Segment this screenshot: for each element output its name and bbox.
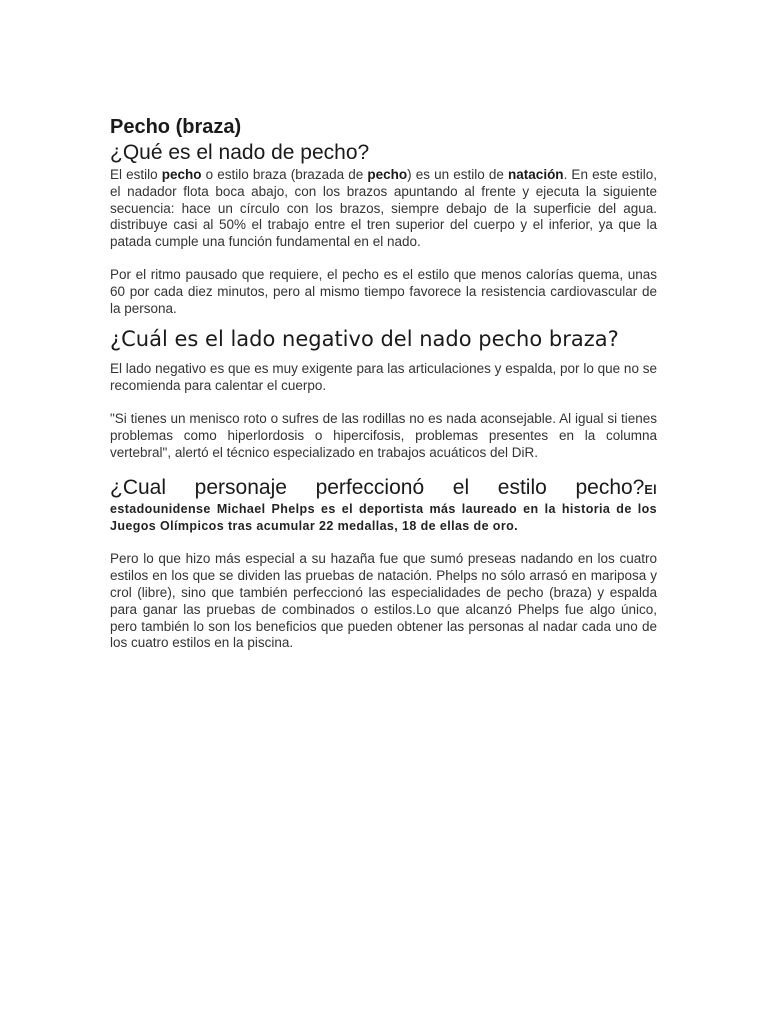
- text-span: . En este estilo, el nadador flota boca abajo, con los brazos apuntando al frente y ejecuta la siguiente secuencia: hace un círculo con los brazos, siempre debajo de la superficie del agua. distribuye casi al 50% el trabajo entre el tren superior del cuerpo y el inferior, ya que la patada cumple una función fundamental en el nado.: [110, 167, 657, 250]
- text-span: ) es un estilo de: [407, 167, 509, 182]
- bold-term: natación: [508, 167, 564, 182]
- bold-term: pecho: [161, 167, 202, 182]
- heading-personaje-text: ¿Cual personaje perfeccionó el estilo pecho?: [110, 476, 645, 500]
- text-span: El estilo: [110, 167, 162, 182]
- paragraph-cita: "Si tienes un menisco roto o sufres de las rodillas no es nada aconsejable. Al igual si tienes problemas como hiperlordosis o hipercifosis, problemas presentes en la columna vertebral", alertó el técnico especializado en trabajos acuáticos del DiR.: [110, 410, 657, 460]
- spacer: [110, 461, 657, 475]
- spacer: [110, 535, 657, 551]
- heading-que-es: ¿Qué es el nado de pecho?: [110, 141, 370, 164]
- document-title: Pecho (braza): [110, 116, 242, 138]
- spacer: [110, 395, 657, 411]
- phelps-bold-text: El estadounidense Michael Phelps es el deportista más laureado en la historia de los Juegos Olímpicos tras acumular 22 medallas, 18 de ellas de oro.: [110, 483, 657, 534]
- text-span: o estilo braza (brazada de: [201, 167, 368, 182]
- document-page: [110, 114, 657, 652]
- paragraph-definicion: [110, 167, 657, 251]
- paragraph-lado-negativo: El lado negativo es que es muy exigente para las articulaciones y espalda, por lo que no se recomienda para calentar el cuerpo.: [110, 361, 657, 394]
- paragraph-ritmo: Por el ritmo pausado que requiere, el pecho es el estilo que menos calorías quema, unas 60 por cada diez minutos, pero al mismo tiempo favorece la resistencia cardiovascular de la persona.: [110, 266, 657, 316]
- heading-personaje: [110, 475, 657, 535]
- spacer: [110, 251, 657, 267]
- bold-term: pecho: [367, 167, 408, 182]
- heading-lado-negativo: ¿Cuál es el lado negativo del nado pecho braza?: [110, 327, 619, 352]
- paragraph-phelps: Pero lo que hizo más especial a su hazaña fue que sumó preseas nadando en los cuatro estilos en los que se dividen las pruebas de natación. Phelps no sólo arrasó en mariposa y crol (libre), sino que también perfeccionó las especialidades de pecho (braza) y espalda para ganar las pruebas de combinados o estilos.Lo que alcanzó Phelps fue algo único, pero también lo son los beneficios que pueden obtener las personas al nadar cada uno de los cuatro estilos en la piscina.: [110, 551, 657, 651]
